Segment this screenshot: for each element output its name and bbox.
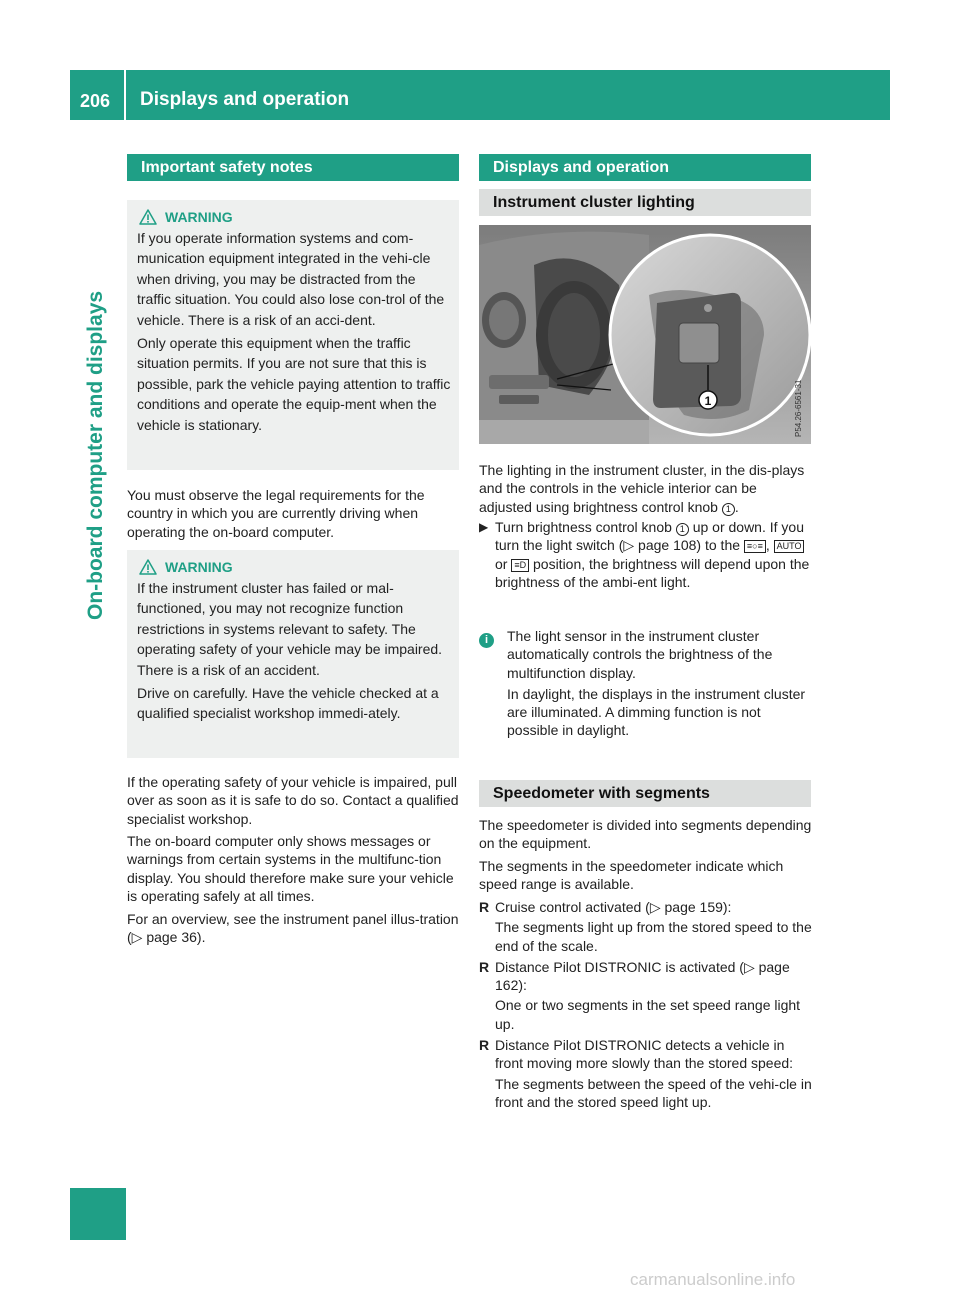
info-note: [479, 627, 813, 740]
info-text: The light sensor in the instrument cluster automatically controls the brightness of the multifunction display.: [507, 628, 773, 681]
warning-box-1: [127, 200, 459, 470]
bullet-mark: R: [479, 958, 490, 975]
info-text: In daylight, the displays in the instrument cluster are illuminated. A dimming function is not possible in daylight.: [507, 685, 806, 739]
knob-callout-1: 1: [722, 503, 735, 516]
page-header-title: Displays and operation: [140, 89, 350, 110]
list-item-body: The segments between the speed of the vehi-cle in front and the stored speed light up.: [495, 1075, 812, 1110]
subsection-title-instrument-lighting: Instrument cluster lighting: [479, 189, 811, 216]
step-text: If you turn the light switch (▷ page 108) to the: [495, 519, 805, 554]
parking-light-symbol-icon: ≡○≡: [744, 540, 766, 553]
subsection-title-speedometer: Speedometer with segments: [479, 780, 811, 807]
warning-triangle-icon: [139, 209, 157, 225]
figure-code: P54.26-6561-31: [794, 379, 803, 437]
step-text: or: [495, 555, 508, 572]
info-icon: i: [479, 633, 494, 648]
page-number: 206: [80, 91, 111, 111]
body-paragraph: The on-board computer only shows messages or warnings from certain systems in the multifunc-tion display. You should therefore make sure your vehicle is operating safely at all times.: [127, 833, 454, 904]
chapter-tab-block: [70, 1188, 126, 1240]
lighting-text: The lighting in the instrument cluster, in the dis-plays and the controls in the vehicle interior can be adjusted using brightness control knob: [479, 462, 805, 515]
section-title-displays-operation: Displays and operation: [479, 154, 811, 181]
warning-box-2: [127, 550, 459, 758]
list-item: [479, 1036, 813, 1111]
low-beam-symbol-icon: ≡D: [511, 559, 529, 572]
list-item: [479, 958, 813, 1033]
body-paragraph: If the operating safety of your vehicle is impaired, pull over as soon as it is safe to do so. Contact a qualified specialist workshop.: [127, 774, 459, 827]
warning-triangle-icon: [139, 559, 157, 575]
step-text: Turn brightness control knob: [495, 519, 672, 535]
step-text: up or down.: [692, 519, 766, 535]
lighting-text-end: .: [734, 498, 739, 515]
list-item-head: Distance Pilot DISTRONIC is activated (▷ page 162):: [495, 958, 790, 994]
warning-text: Only operate this equipment when the traffic situation permits. If you are not sure that this is possible, park the vehicle paying attention to traffic conditions and operate the equip-ment when the vehicle is stationary.: [137, 335, 451, 433]
warning-title: WARNING: [165, 558, 233, 575]
list-item-head: Distance Pilot DISTRONIC detects a vehicle in front moving more slowly than the stored speed:: [495, 1037, 794, 1072]
list-item-head: Cruise control activated (▷ page 159):: [495, 899, 732, 915]
dashboard-illustration: [479, 225, 811, 444]
step-text: ,: [765, 537, 770, 554]
watermark: carmanualsonline.info: [630, 1270, 796, 1289]
knob-callout-1: 1: [676, 523, 689, 536]
instruction-step: [479, 518, 813, 591]
warning-heading: [137, 206, 451, 228]
list-item-body: One or two segments in the set speed range light up.: [495, 997, 801, 1032]
arrow-bullet-icon: ▶: [479, 520, 489, 534]
figure-callout-1: 1: [704, 394, 712, 408]
header-divider: [124, 70, 126, 120]
warning-text: If the instrument cluster has failed or mal-functioned, you may not recognize function restrictions in systems relevant to safety. The operating safety of your vehicle may be impaired. There is a risk of an accident.: [137, 580, 443, 678]
speedometer-bullet-list: [479, 898, 813, 1111]
auto-light-symbol-icon: AUTO: [774, 540, 805, 553]
warning-title: WARNING: [165, 208, 233, 225]
warning-text: Drive on carefully. Have the vehicle checked at a qualified specialist workshop immedi-ately.: [137, 685, 439, 722]
bullet-mark: R: [479, 1037, 490, 1054]
body-paragraph-cross-reference: For an overview, see the instrument panel illus-tration (▷ page 36).: [127, 911, 459, 946]
body-paragraph: You must observe the legal requirements for the country in which you are currently driving when operating the on-board computer.: [127, 487, 425, 540]
body-paragraph: The speedometer is divided into segments depending on the equipment.: [479, 817, 812, 852]
list-item: [479, 898, 813, 955]
warning-heading: [137, 556, 451, 578]
step-text: position, the brightness will depend upon the brightness of the ambi-ent light.: [495, 555, 810, 590]
instrument-lighting-figure: [479, 225, 811, 444]
body-paragraph: The segments in the speedometer indicate which speed range is available.: [479, 858, 784, 893]
chapter-side-label: On-board computer and displays: [84, 290, 107, 620]
list-item-body: The segments light up from the stored speed to the end of the scale.: [495, 919, 812, 954]
body-paragraph-lighting: [479, 461, 813, 516]
section-title-safety-notes: Important safety notes: [127, 154, 459, 181]
warning-text: If you operate information systems and com-munication equipment integrated in the vehi-cle when driving, you may be distracted from the traffic situation. You could also lose con-trol of the vehicle. There is a risk of an acci-dent.: [137, 230, 445, 328]
bullet-mark: R: [479, 899, 490, 915]
